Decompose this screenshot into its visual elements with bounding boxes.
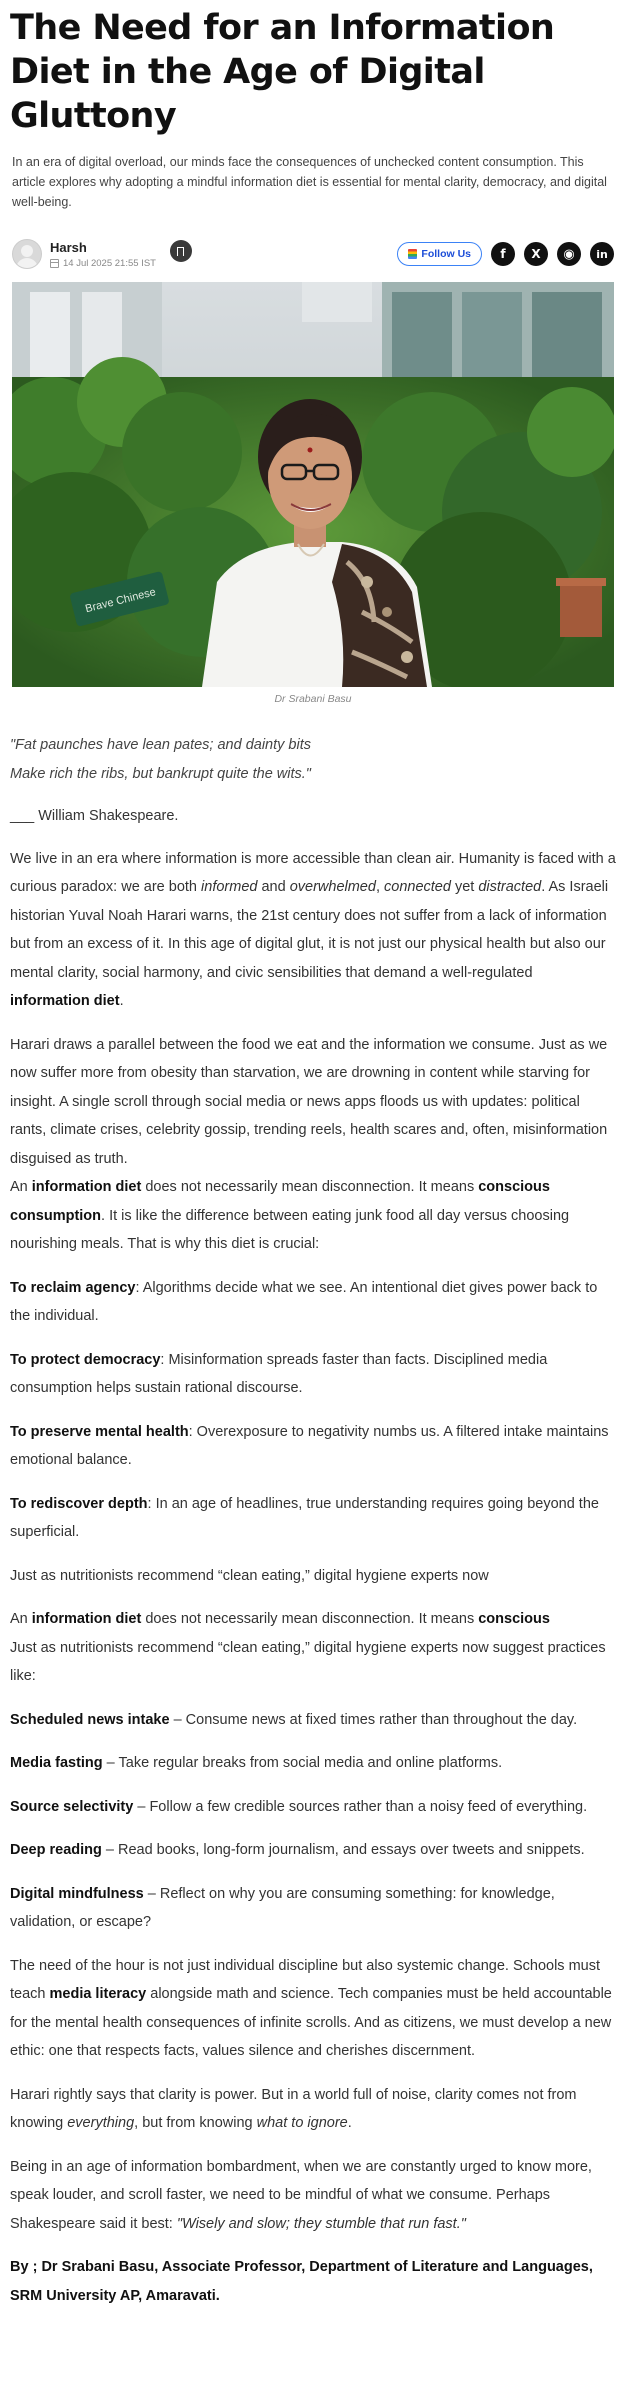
byline-author-name: Dr Srabani Basu (41, 2259, 155, 2275)
opening-quote (10, 731, 616, 788)
whatsapp-icon[interactable]: ◉ (557, 242, 581, 266)
byline-institution[interactable]: SRM University AP (10, 2287, 139, 2304)
paragraph-5: Harari rightly says that clarity is power. But in a world full of noise, clarity comes not from knowing everything, but from knowing what to ignore. (10, 2086, 577, 2131)
reason-item: To preserve mental health: Overexposure to negativity numbs us. A filtered intake maintains emotional balance. (10, 1423, 609, 1468)
paragraph-6: Being in an age of information bombardment, when we are constantly urged to know more, speak louder, and scroll faster, we need to be mindful of what we consume. Perhaps Shakespeare said it best: "Wisely and slow; they stumble that run fast." (10, 2158, 592, 2232)
image-caption: Dr Srabani Basu (274, 693, 352, 705)
publish-date-text: 14 Jul 2025 21:55 IST (63, 257, 156, 269)
author-avatar[interactable] (12, 239, 42, 269)
author-byline: By ; Dr Srabani Basu, Associate Professor, Department of Literature and Languages, SRM University AP, Amaravati. (10, 2259, 593, 2304)
article-hero-image (12, 282, 614, 687)
article-summary: In an era of digital overload, our minds face the consequences of unchecked content consumption. This article explores why adopting a mindful information diet is essential for mental clarity, democracy, and digital well-being. (12, 155, 607, 209)
quote-line-1: "Fat paunches have lean pates; and dainty bits (10, 737, 311, 753)
reason-item: To reclaim agency: Algorithms decide what we see. An intentional diet gives power back to the individual. (10, 1279, 598, 1324)
google-news-icon (408, 249, 417, 259)
author-name[interactable]: Harsh (50, 239, 87, 255)
follow-us-button[interactable] (397, 242, 482, 266)
follow-us-label: Follow Us (421, 248, 471, 260)
linkedin-icon[interactable]: in (590, 242, 614, 266)
reason-item: To protect democracy: Misinformation spreads faster than facts. Disciplined media consumption helps sustain rational discourse. (10, 1351, 548, 1396)
garden-sign-text: Brave Chinese (84, 586, 157, 616)
x-twitter-icon[interactable]: X (524, 242, 548, 266)
paragraph-2: Harari draws a parallel between the food we eat and the information we consume. Just as we now suffer more from obesity than starvation, we are drowning in content while starving for insight. A single scroll through social media or news apps floods us with updates: political rants, climate crises, celebrity gossip, trending reels, health scares and, often, misinformation disguised as truth. (10, 1036, 608, 1167)
practice-item: Digital mindfulness – Reflect on why you are consuming something: for knowledge, validation, or escape? (10, 1885, 555, 1930)
paragraph-4: The need of the hour is not just individual discipline but also systemic change. Schools must teach media literacy alongside math and science. Tech companies must be held accountable for the mental health consequences of infinite scrolls. And as citizens, we must develop a new ethic: one that respects facts, values silence and cherishes discernment. (10, 1957, 612, 2059)
article-title: The Need for an Information Diet in the Age of Digital Gluttony (10, 8, 555, 136)
practice-item: Media fasting – Take regular breaks from social media and online platforms. (10, 1755, 503, 1771)
bookmark-icon (177, 247, 184, 256)
paragraph-3: An information diet does not necessarily mean disconnection. It means conscious consumption. It is like the difference between eating junk food all day versus choosing nourishing meals. That is why this diet is crucial: (10, 1179, 570, 1252)
publish-date (50, 258, 156, 269)
practices-intro: Just as nutritionists recommend “clean eating,” digital hygiene experts now suggest practices like: (10, 1639, 606, 1684)
paragraph-1: We live in an era where information is more accessible than clean air. Humanity is faced with a curious paradox: we are both informed and overwhelmed, connected yet distracted. As Israeli historian Yuval Noah Harari warns, the 21st century does not suffer from a lack of information but from an excess of it. In this age of digital glut, it is not just our physical health but also our mental clarity, social harmony, and civic sensibilities that demand a well-regulated information diet. (10, 850, 616, 1009)
facebook-icon[interactable]: f (491, 242, 515, 266)
author-bar (0, 232, 626, 276)
bookmark-button[interactable] (170, 240, 192, 262)
portrait-illustration (12, 282, 614, 687)
duplicated-clipped-line: An information diet does not necessarily mean disconnection. It means conscious (10, 1611, 550, 1627)
byline-role: Associate Professor, Department of Literature and Languages (161, 2259, 589, 2275)
reason-item: To rediscover depth: In an age of headlines, true understanding requires going beyond the superficial. (10, 1495, 599, 1540)
practice-item: Deep reading – Read books, long-form journalism, and essays over tweets and snippets. (10, 1842, 585, 1858)
quote-attribution: ___ William Shakespeare. (10, 808, 179, 824)
author-meta (50, 240, 156, 269)
practice-item: Source selectivity – Follow a few credible sources rather than a noisy feed of everything. (10, 1798, 588, 1815)
article-body (0, 731, 626, 2310)
calendar-icon (50, 259, 59, 268)
duplicated-line: Just as nutritionists recommend “clean eating,” digital hygiene experts now (10, 1567, 489, 1584)
practice-item: Scheduled news intake – Consume news at fixed times rather than throughout the day. (10, 1711, 578, 1728)
quote-line-2: Make rich the ribs, but bankrupt quite the wits." (10, 765, 311, 782)
